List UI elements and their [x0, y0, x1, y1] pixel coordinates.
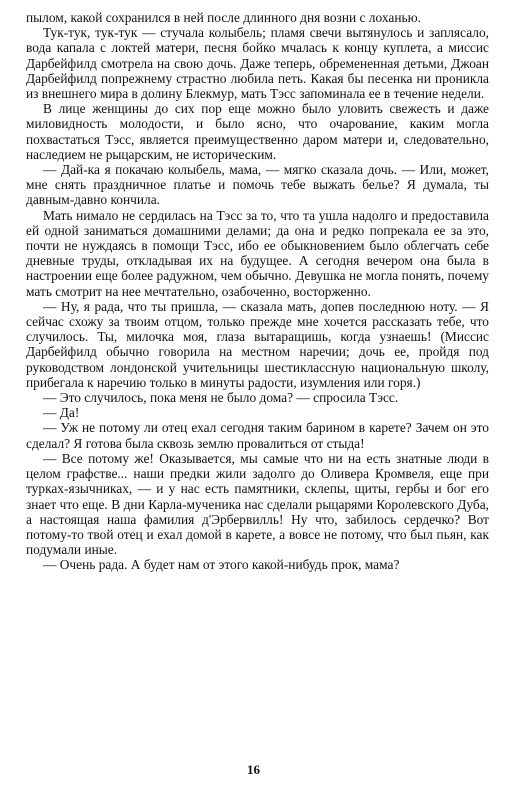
dialogue-line: — Да!: [43, 405, 80, 421]
dialogue-line: — Это случилось, пока меня не было дома? — спросила Тэсс.: [43, 390, 399, 406]
dialogue-line: — Дай-ка я покачаю колыбель, мама, — мягко сказала дочь. — Или, может, мне снять праздничное платье и помочь тебе выжать белье? Я думала, ты давным-давно кончила.: [26, 162, 489, 208]
paragraph: В лице женщины до сих пор еще можно было уловить свежесть и даже миловидность молодости, и было ясно, что очарование, каким могла похвастаться Тэсс, является преимущественно даром матери и, следовательно, наследием не рыцарским, не историческим.: [26, 101, 489, 162]
paragraph: Мать нимало не сердилась на Тэсс за то, что та ушла надолго и предоставила ей одной заниматься домашними делами; да она и редко попрекала ее за это, почти не нуждаясь в помощи Тэсс, ибо ее обыкновением было облегчать себе дневные труды, откладывая их на будущее. А сегодня вечером она была в настроении еще более радужном, чем обычно. Девушка не могла понять, почему мать смотрит на нее мечтательно, озабоченно, восторженно.: [26, 207, 489, 299]
dialogue-line: — Уж не потому ли отец ехал сегодня таким барином в карете? Зачем он это сделал? Я готова была сквозь землю провалиться от стыда!: [26, 420, 489, 451]
dialogue-line: — Ну, я рада, что ты пришла, — сказала мать, допев последнюю ноту. — Я сейчас схожу за твоим отцом, только прежде мне хочется рассказать тебе, что случилось. Ты, милочка моя, глаза вытаращишь, когда узнаешь! (Миссис Дарбейфилд обычно говорила на местном наречии; дочь ее, пройдя под руководством лондонской учительницы шестиклассную национальную школу, прибегала к наречию только в минуты радости, изумления или горя.): [26, 298, 489, 390]
paragraph: Тук-тук, тук-тук — стучала колыбель; пламя свечи вытянулось и заплясало, вода капала с локтей матери, песня бойко мчалась к концу куплета, а миссис Дарбейфилд смотрела на свою дочь. Даже теперь, обремененная детьми, Джоан Дарбейфилд попрежнему страстно любила петь. Какая бы песенка ни проникла из внешнего мира в долину Блекмур, мать Тэсс запоминала ее в течение недели.: [26, 25, 489, 102]
book-page-text: [26, 10, 489, 573]
dialogue-line: — Все потому же! Оказывается, мы самые что ни на есть знатные люди в целом графстве... наши предки жили задолго до Оливера Кромвеля, еще при турках-язычниках, — и у нас есть памятники, склепы, щиты, гербы и бог его знает что еще. В дни Карла-мученика нас сделали рыцарями Королевского Дуба, а настоящая наша фамилия д'Эрбервилль! Ну что, забилось сердечко? Вот потому-то твой отец и ехал домой в карете, а вовсе не потому, что был пьян, как подумали иные.: [26, 450, 489, 558]
paragraph-continued: пылом, какой сохранился в ней после длинного дня возни с лоханью.: [26, 10, 421, 25]
page-number: 16: [247, 762, 260, 777]
dialogue-line: — Очень рада. А будет нам от этого какой-нибудь прок, мама?: [43, 557, 400, 573]
